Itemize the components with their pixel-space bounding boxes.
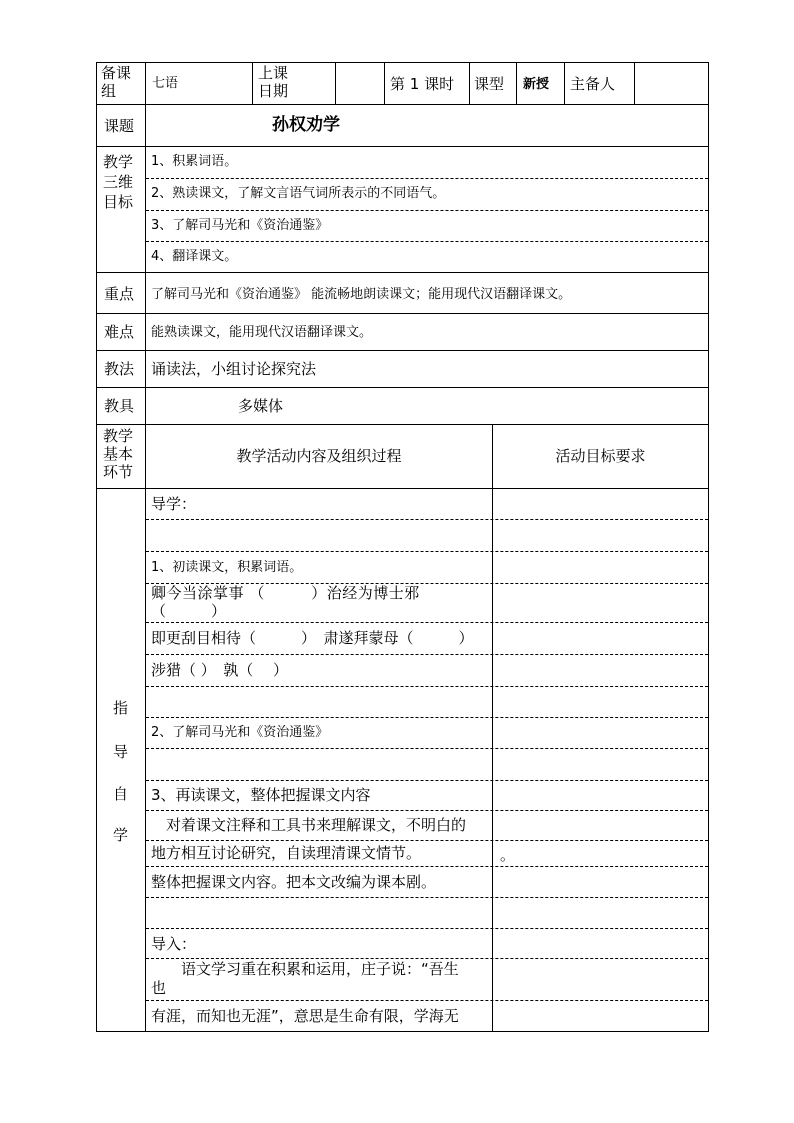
table-right-border	[708, 62, 709, 1032]
vocab-line: 涉猎（ ） 孰（ ）	[151, 661, 289, 679]
col-divider	[564, 62, 565, 105]
objectives-label: 教学三维目标	[103, 153, 134, 211]
section-label: 教学基本环节	[103, 427, 134, 481]
method-label: 教法	[104, 360, 135, 378]
row-divider	[96, 272, 709, 273]
dashed-divider	[146, 866, 708, 867]
key-points-value: 了解司马光和《资治通鉴》 能流畅地朗读课文；能用现代汉语翻译课文。	[151, 287, 572, 302]
table-left-border	[96, 62, 97, 1032]
guide-line: 有涯，而知也无涯”，意思是生命有限，学海无	[151, 1007, 459, 1025]
guide-line: 地方相互讨论研究，自读理清课文情节。	[151, 844, 422, 862]
activity-column-divider	[492, 424, 493, 1032]
row-divider	[96, 313, 709, 314]
objective-item: 2、熟读课文，了解文言语气词所表示的不同语气。	[151, 186, 446, 201]
row-divider	[96, 424, 709, 425]
page-title: 孙权劝学	[272, 115, 340, 135]
dashed-divider	[146, 519, 708, 520]
vocab-line: 卿今当涂掌事 （ ）治经为博士邪	[151, 584, 420, 602]
method-value: 诵读法，小组讨论探究法	[151, 360, 317, 378]
guided-label-char: 导	[113, 743, 129, 761]
key-points-label: 重点	[104, 285, 135, 303]
guide-line: 整体把握课文内容。把本文改编为课本剧。	[151, 873, 437, 891]
dashed-divider	[146, 654, 708, 655]
dashed-divider	[146, 840, 708, 841]
dashed-divider	[146, 210, 708, 211]
col-divider	[384, 62, 385, 105]
guide-line: 语文学习重在积累和运用，庄子说：“吾生	[151, 960, 459, 978]
table-bottom-border	[96, 1031, 709, 1032]
dashed-divider	[146, 178, 708, 179]
col-divider	[516, 62, 517, 105]
guide-line: 也	[151, 979, 167, 997]
topic-label: 课题	[104, 117, 135, 135]
col-divider	[252, 62, 253, 105]
row-divider	[96, 104, 709, 105]
dashed-divider	[146, 810, 708, 811]
goals-note: 。	[500, 846, 516, 864]
col-divider	[335, 62, 336, 105]
dashed-divider	[146, 241, 708, 242]
difficulties-value: 能熟读课文，能用现代汉语翻译课文。	[151, 325, 373, 340]
objective-item: 1、积累词语。	[151, 154, 238, 169]
vocab-line: （ ）	[151, 602, 227, 620]
dashed-divider	[146, 1000, 708, 1001]
dashed-divider	[146, 717, 708, 718]
guide-line: 2、了解司马光和《资治通鉴》	[151, 725, 329, 740]
guide-line: 1、初读课文，积累词语。	[151, 560, 303, 575]
group-value: 七语	[152, 76, 179, 91]
dashed-divider	[146, 551, 708, 552]
goals-column-header: 活动目标要求	[555, 447, 646, 465]
guide-line: 对着课文注释和工具书来理解课文，不明白的	[151, 816, 467, 834]
guide-line: 3、再读课文，整体把握课文内容	[151, 786, 371, 804]
period-value: 第 1 课时	[390, 75, 455, 93]
vocab-line: 即更刮目相待（ ） 肃遂拜蒙母（ ）	[151, 629, 474, 647]
dashed-divider	[146, 780, 708, 781]
guided-label-char: 学	[113, 826, 129, 844]
group-label: 备课组	[101, 64, 132, 100]
row-divider	[96, 488, 709, 489]
tools-label: 教具	[104, 397, 135, 415]
preparer-label: 主备人	[570, 75, 616, 93]
dashed-divider	[146, 748, 708, 749]
type-label: 课型	[474, 75, 505, 93]
row-divider	[96, 350, 709, 351]
guided-label-char: 指	[113, 699, 129, 717]
dashed-divider	[146, 897, 708, 898]
difficulties-label: 难点	[104, 323, 135, 341]
activity-column-header: 教学活动内容及组织过程	[236, 447, 402, 465]
guide-line: 导学：	[151, 495, 197, 513]
col-divider	[469, 62, 470, 105]
dashed-divider	[146, 928, 708, 929]
dashed-divider	[146, 622, 708, 623]
row-divider	[96, 387, 709, 388]
label-column-divider	[145, 62, 146, 1032]
guide-line: 导入：	[151, 935, 197, 953]
row-divider	[96, 146, 709, 147]
type-value: 新授	[523, 77, 550, 92]
table-top-border	[96, 62, 709, 63]
objective-item: 3、了解司马光和《资治通鉴》	[151, 218, 329, 233]
date-label: 上课日期	[258, 64, 289, 100]
tools-value: 多媒体	[238, 397, 284, 415]
dashed-divider	[146, 686, 708, 687]
col-divider	[634, 62, 635, 105]
objective-item: 4、翻译课文。	[151, 249, 238, 264]
guided-label-char: 自	[113, 785, 129, 803]
